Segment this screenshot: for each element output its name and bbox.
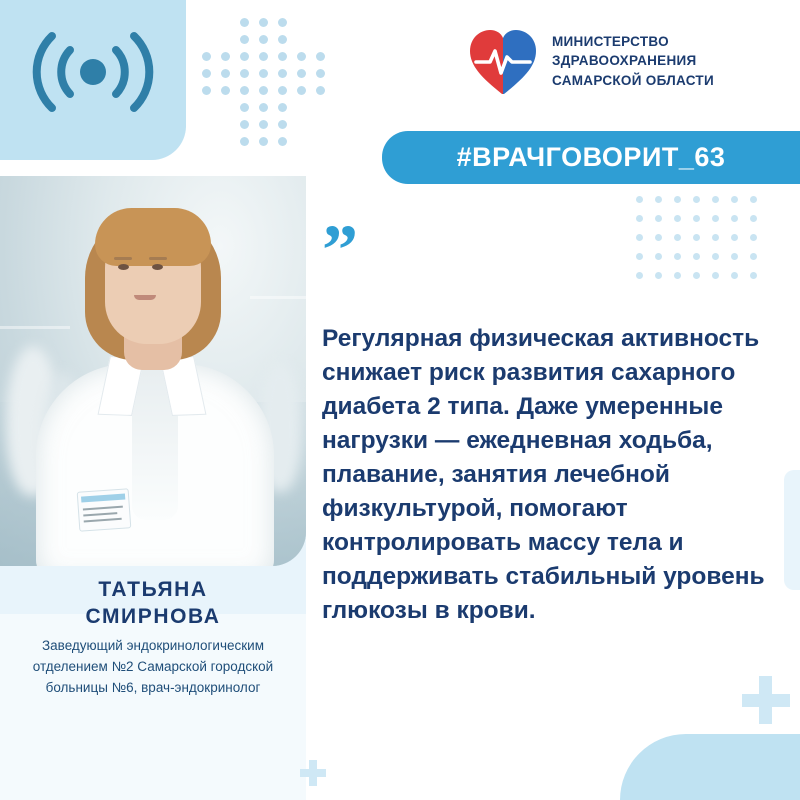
- quote-text: Регулярная физическая активность снижает риск развития сахарного диабета 2 типа. Даже умеренные нагрузки — ежедневная ходьба, плавание, занятия лечебной физкультурой, помогают контролировать массу тела и поддерживать стабильный уровень глюкозы в крови.: [322, 325, 765, 625]
- badge-strip: [81, 494, 125, 503]
- plus-icon-large: [742, 676, 790, 724]
- portrait-eye-left: [118, 264, 129, 270]
- badge-line: [83, 506, 123, 511]
- portrait-eye-right: [152, 264, 163, 270]
- logo-line-2: ЗДРАВООХРАНЕНИЯ: [552, 53, 697, 69]
- badge-line: [83, 512, 117, 516]
- dot-pattern-top: [202, 18, 362, 158]
- doctor-name: [0, 576, 306, 631]
- heart-pulse-icon: [466, 24, 540, 98]
- logo-line-1: МИНИСТЕРСТВО: [552, 33, 669, 49]
- hashtag-banner: [382, 131, 800, 184]
- doctor-role: Заведующий эндокринологическим отделением №2 Самарской городской больницы №6, врач-эндокринолог: [32, 638, 274, 695]
- ministry-logo: [466, 24, 714, 98]
- hashtag-label: #ВРАЧГОВОРИТ_63: [456, 142, 726, 172]
- portrait-mouth: [134, 295, 156, 300]
- badge-line: [84, 518, 122, 523]
- bottom-right-arc: [620, 734, 800, 800]
- portrait-brow-left: [114, 257, 132, 260]
- portrait-brow-right: [149, 257, 167, 260]
- dot-pattern-right: [636, 196, 766, 292]
- doctor-first-name: ТАТЬЯНА: [98, 578, 208, 601]
- doctor-last-name: СМИРНОВА: [85, 605, 221, 629]
- quote-mark-icon: ”: [322, 210, 358, 290]
- broadcast-block: [0, 0, 186, 160]
- portrait-hall-line: [250, 296, 306, 299]
- portrait-hall-line: [0, 326, 70, 329]
- ministry-logo-text: [552, 32, 714, 91]
- doctor-portrait: [0, 176, 306, 566]
- portrait-coat: [36, 364, 274, 566]
- logo-line-3: САМАРСКОЙ ОБЛАСТИ: [552, 72, 714, 88]
- portrait-id-badge: [77, 488, 132, 532]
- plus-icon-small: [300, 760, 326, 786]
- right-edge-accent: [784, 470, 800, 590]
- broadcast-waves-icon: [32, 26, 154, 118]
